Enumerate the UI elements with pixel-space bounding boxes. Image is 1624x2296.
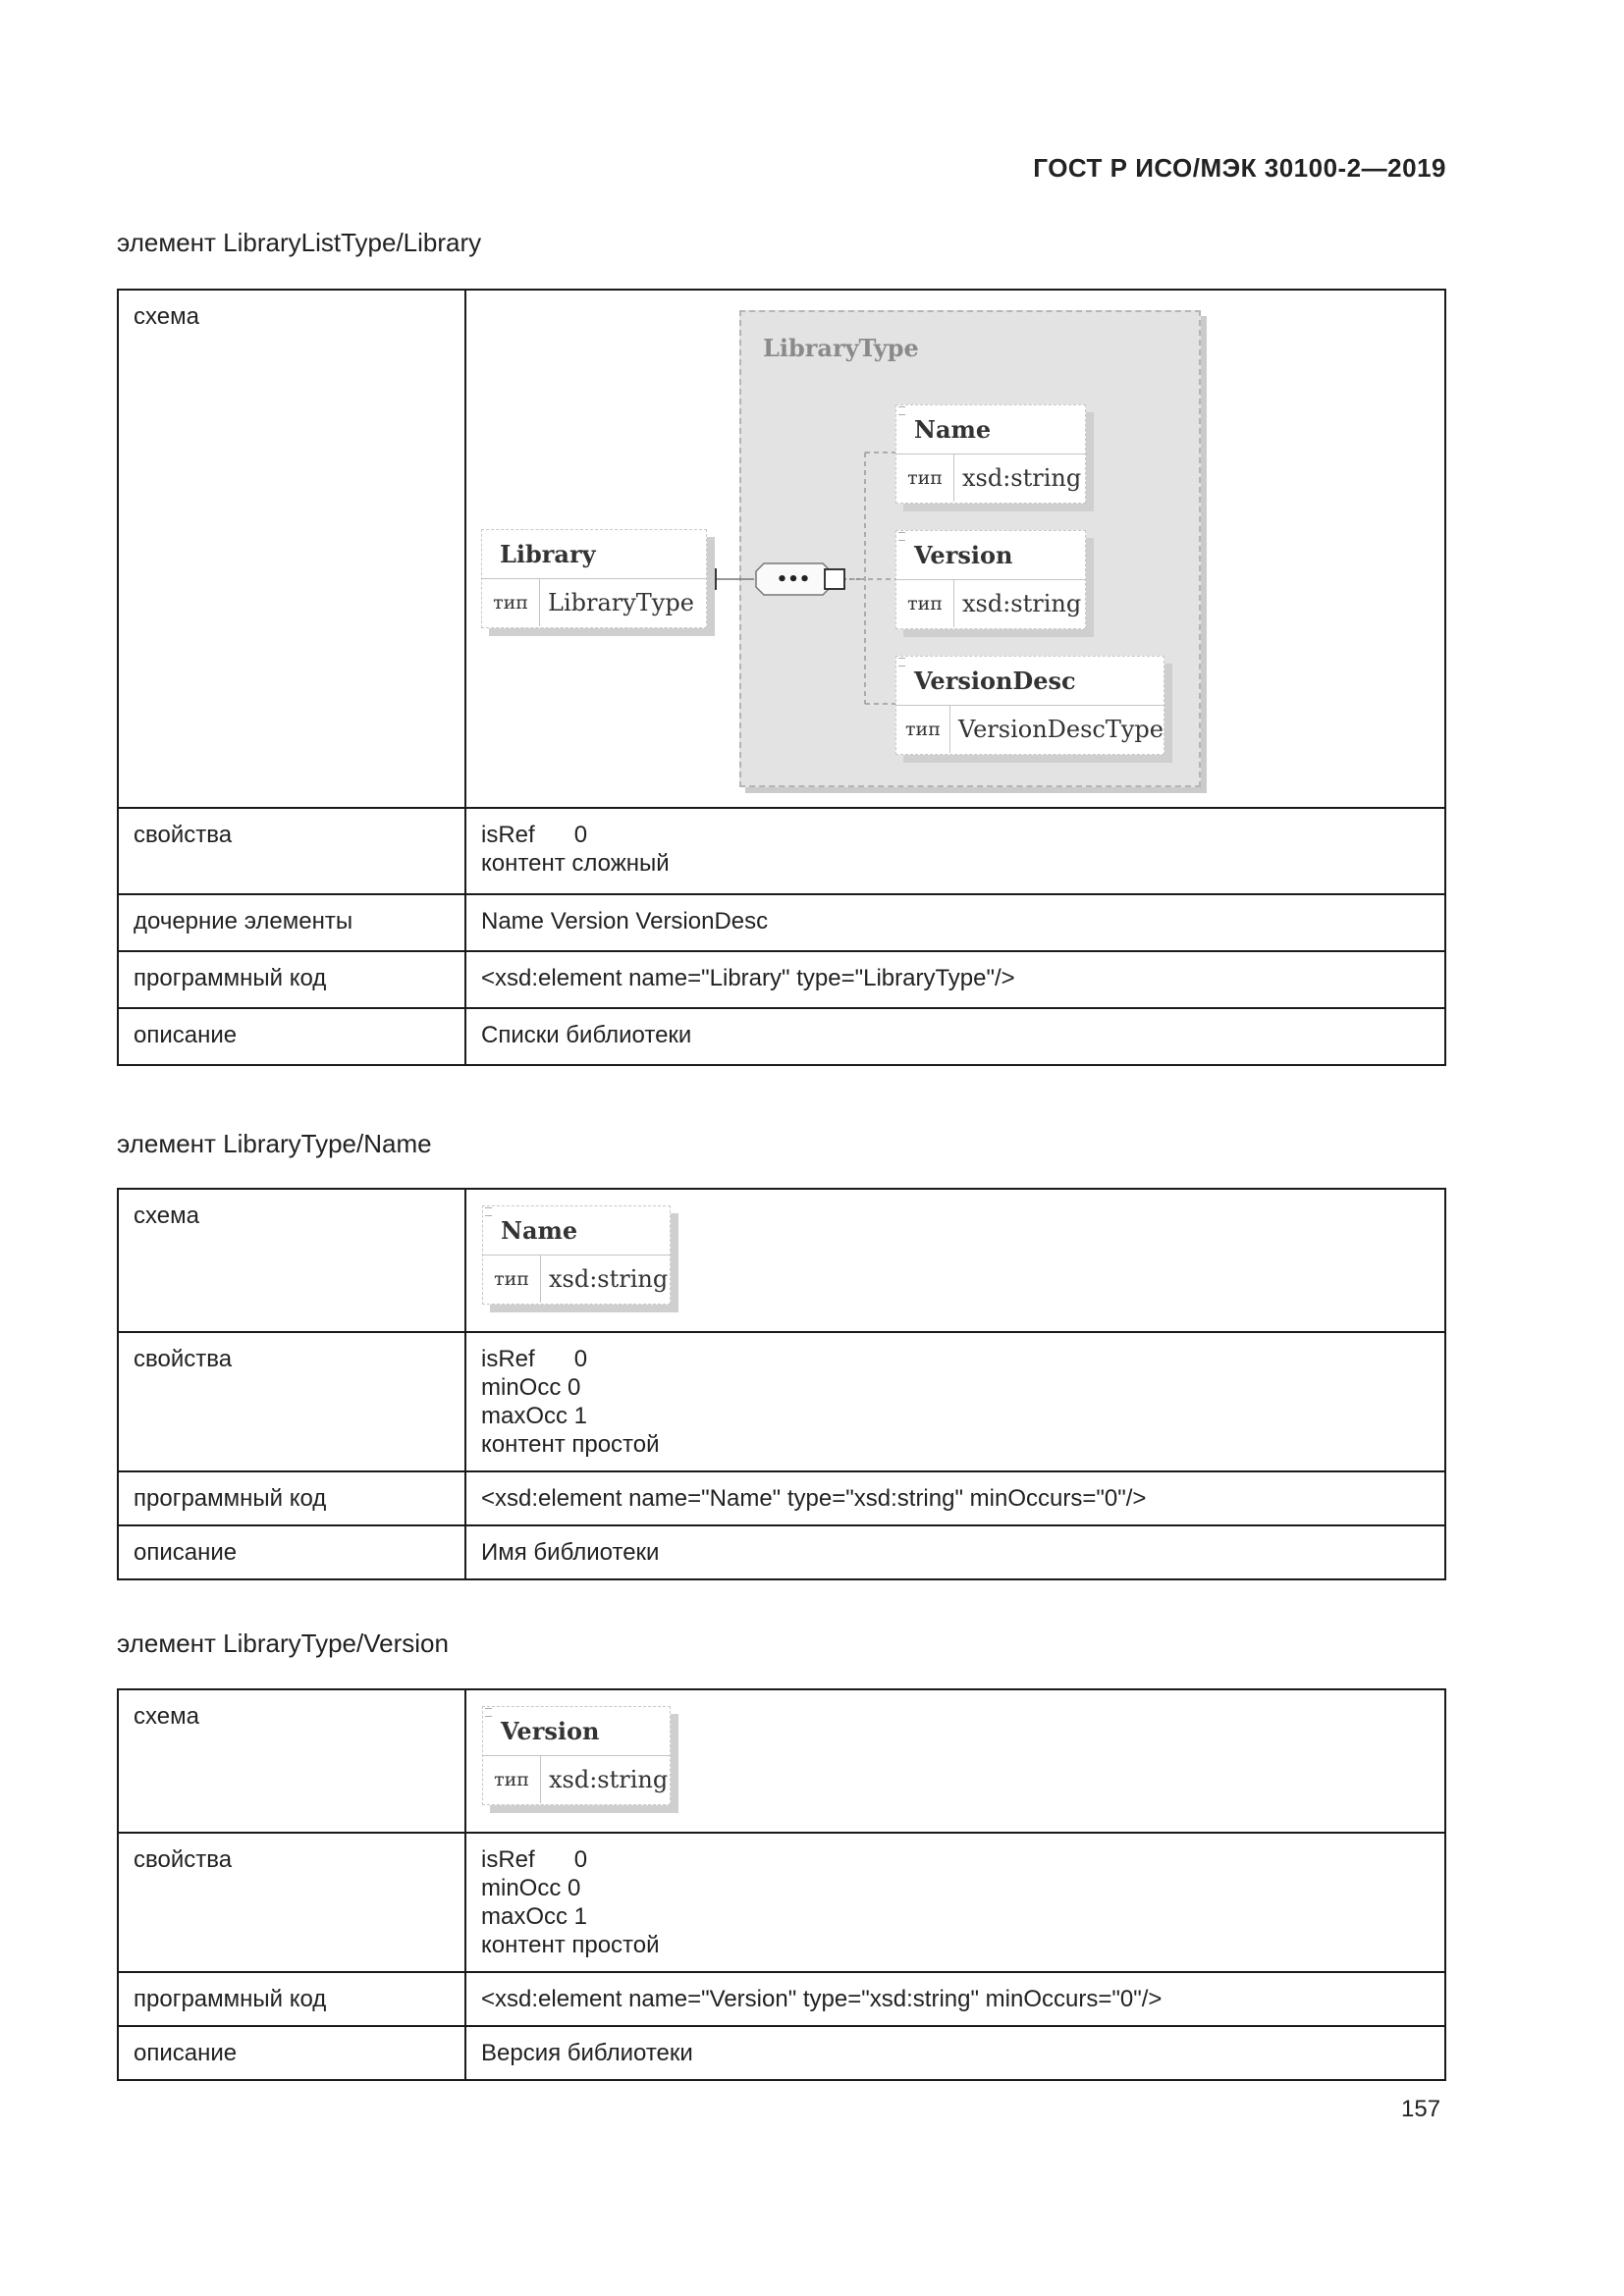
type-label: тип bbox=[482, 579, 540, 626]
properties-label: свойства bbox=[118, 1332, 465, 1471]
standard-header: ГОСТ Р ИСО/МЭК 30100-2—2019 bbox=[1033, 153, 1446, 183]
element-name: Version bbox=[483, 1707, 670, 1756]
element-type-row bbox=[896, 706, 1164, 753]
children-value: Name Version VersionDesc bbox=[465, 894, 1445, 951]
optional-marker-icon bbox=[898, 658, 905, 667]
section-title-name: элемент LibraryType/Name bbox=[117, 1129, 432, 1158]
property-line: maxOcc 1 bbox=[481, 1403, 588, 1429]
properties-label: свойства bbox=[118, 808, 465, 894]
property-line: isRef 0 bbox=[481, 1346, 588, 1372]
code-value: <xsd:element name="Version" type="xsd:string" minOccurs="0"/> bbox=[465, 1972, 1445, 2026]
property-line: minOcc 0 bbox=[481, 1875, 581, 1901]
name-spec-table bbox=[117, 1188, 1446, 1580]
schema-label: схема bbox=[118, 1189, 465, 1332]
element-name: Name bbox=[896, 405, 1085, 454]
type-label: тип bbox=[896, 580, 954, 627]
description-value: Списки библиотеки bbox=[465, 1008, 1445, 1065]
table-row bbox=[118, 1689, 1445, 1833]
element-name: VersionDesc bbox=[896, 657, 1164, 706]
description-label: описание bbox=[118, 2026, 465, 2080]
type-label: тип bbox=[483, 1756, 541, 1803]
property-line: maxOcc 1 bbox=[481, 1903, 588, 1930]
optional-marker-icon bbox=[485, 1207, 492, 1216]
type-label: тип bbox=[896, 454, 954, 502]
properties-label: свойства bbox=[118, 1833, 465, 1972]
type-value: xsd:string bbox=[962, 590, 1082, 617]
property-line: контент сложный bbox=[481, 850, 670, 877]
schema-label: схема bbox=[118, 1689, 465, 1833]
code-value: <xsd:element name="Name" type="xsd:string" minOccurs="0"/> bbox=[465, 1471, 1445, 1525]
element-type-row bbox=[483, 1255, 670, 1303]
type-value: xsd:string bbox=[549, 1766, 669, 1793]
element-box-versiondesc bbox=[895, 656, 1164, 755]
description-value: Имя библиотеки bbox=[465, 1525, 1445, 1579]
element-type-row bbox=[896, 454, 1085, 502]
element-name: Version bbox=[896, 531, 1085, 580]
type-value: xsd:string bbox=[549, 1265, 669, 1293]
optional-marker-icon bbox=[898, 532, 905, 541]
table-row bbox=[118, 1189, 1445, 1332]
section-title-library: элемент LibraryListType/Library bbox=[117, 228, 482, 257]
sequence-symbol: ••• bbox=[776, 569, 811, 590]
type-value: VersionDescType bbox=[957, 716, 1164, 743]
element-box-name bbox=[482, 1205, 671, 1305]
properties-value bbox=[465, 1833, 1445, 1972]
page-number: 157 bbox=[1401, 2096, 1441, 2122]
table-row bbox=[118, 1471, 1445, 1525]
property-line: контент простой bbox=[481, 1431, 660, 1458]
description-value: Версия библиотеки bbox=[465, 2026, 1445, 2080]
version-spec-table bbox=[117, 1688, 1446, 2081]
optional-marker-icon bbox=[485, 1708, 492, 1717]
type-label: тип bbox=[483, 1255, 541, 1303]
property-line: isRef 0 bbox=[481, 1846, 588, 1873]
children-label: дочерние элементы bbox=[118, 894, 465, 951]
table-row bbox=[118, 2026, 1445, 2080]
code-label: программный код bbox=[118, 1972, 465, 2026]
complex-type-title: LibraryType bbox=[763, 334, 919, 362]
type-label: тип bbox=[896, 706, 950, 753]
properties-value bbox=[465, 1332, 1445, 1471]
element-type-row bbox=[896, 580, 1085, 627]
code-label: программный код bbox=[118, 1471, 465, 1525]
code-value: <xsd:element name="Library" type="LibraryType"/> bbox=[465, 951, 1445, 1008]
property-line: minOcc 0 bbox=[481, 1374, 581, 1401]
type-value: xsd:string bbox=[962, 464, 1082, 492]
table-row bbox=[118, 1332, 1445, 1471]
schema-label: схема bbox=[118, 290, 465, 808]
element-box-version bbox=[895, 530, 1086, 629]
optional-marker-icon bbox=[898, 406, 905, 415]
element-name: Library bbox=[482, 530, 706, 579]
description-label: описание bbox=[118, 1008, 465, 1065]
description-label: описание bbox=[118, 1525, 465, 1579]
property-line: контент простой bbox=[481, 1932, 660, 1958]
property-line: isRef 0 bbox=[481, 822, 588, 848]
element-name: Name bbox=[483, 1206, 670, 1255]
type-value: LibraryType bbox=[548, 589, 694, 616]
code-label: программный код bbox=[118, 951, 465, 1008]
connector-square-icon bbox=[825, 569, 844, 589]
element-box-name bbox=[895, 404, 1086, 504]
element-type-row bbox=[483, 1756, 670, 1803]
element-box-library bbox=[481, 529, 707, 628]
element-type-row bbox=[482, 579, 706, 626]
element-box-version bbox=[482, 1706, 671, 1805]
table-row bbox=[118, 1833, 1445, 1972]
table-row bbox=[118, 1972, 1445, 2026]
table-row bbox=[118, 1525, 1445, 1579]
section-title-version: элемент LibraryType/Version bbox=[117, 1629, 449, 1658]
